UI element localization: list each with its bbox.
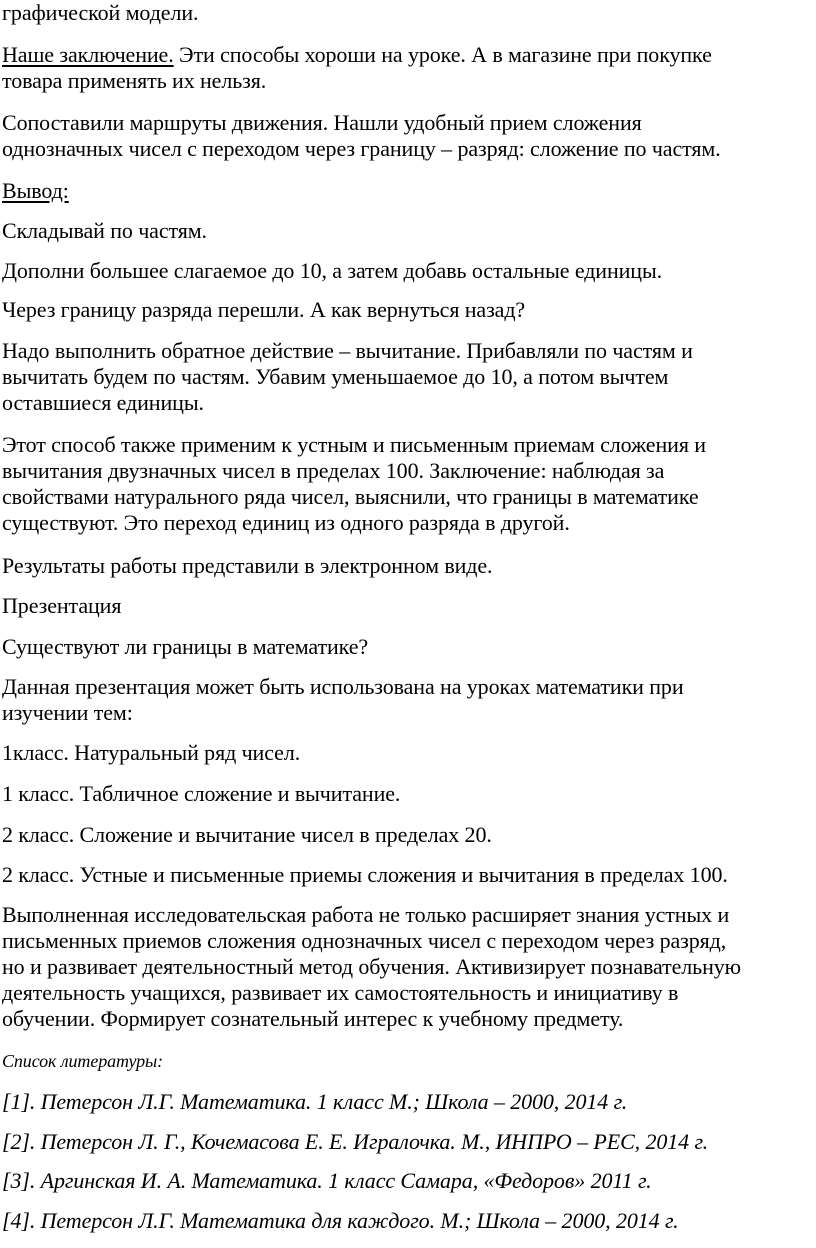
paragraph-method-applies xyxy=(2,432,808,536)
text-segment: Эти способы хороши на уроке. А в магазине при покупке xyxy=(173,42,712,67)
paragraph-presentation-usage xyxy=(2,674,808,726)
text-line: изучении тем: xyxy=(2,700,133,725)
text-line: Презентация xyxy=(2,593,122,618)
text-line: [3]. Аргинская И. А. Математика. 1 класс Самара, «Федоров» 2011 г. xyxy=(2,1168,652,1193)
text-line: однозначных чисел с переходом через границу – разряд: сложение по частям. xyxy=(2,136,721,161)
text-line: свойствами натурального ряда чисел, выяснили, что границы в математике xyxy=(2,484,699,509)
text-line: Данная презентация может быть использована на уроках математики при xyxy=(2,674,684,699)
text-line: Вывод: xyxy=(2,178,69,203)
text-line: товара применять их нельзя. xyxy=(2,68,267,93)
text-line: вычитать будем по частям. Убавим уменьшаемое до 10, а потом вычтем xyxy=(2,364,669,389)
reference-item xyxy=(2,1089,808,1115)
text-line: обучении. Формирует сознательный интерес к учебному предмету. xyxy=(2,1006,624,1031)
text-line: 2 класс. Сложение и вычитание чисел в пределах 20. xyxy=(2,822,492,847)
paragraph-routes xyxy=(2,110,808,162)
reference-item xyxy=(2,1208,808,1234)
paragraph-subtraction xyxy=(2,338,808,416)
text-line: Через границу разряда перешли. А как вернуться назад? xyxy=(2,297,526,322)
text-line: но и развивает деятельностный метод обучения. Активизирует познавательную xyxy=(2,954,742,979)
paragraph-intro-end xyxy=(2,0,808,26)
text-line: Выполненная исследовательская работа не только расширяет знания устных и xyxy=(2,902,730,927)
paragraph-presentation xyxy=(2,593,808,619)
text-line: Надо выполнить обратное действие – вычитание. Прибавляли по частям и xyxy=(2,338,693,363)
paragraph-our-conclusion xyxy=(2,42,808,94)
text-line: [1]. Петерсон Л.Г. Математика. 1 класс М.; Школа – 2000, 2014 г. xyxy=(2,1089,628,1114)
text-line: Сопоставили маршруты движения. Нашли удобный прием сложения xyxy=(2,110,642,135)
reference-item xyxy=(2,1168,808,1194)
paragraph-results xyxy=(2,553,808,579)
references-heading xyxy=(2,1048,808,1074)
text-line: [2]. Петерсон Л. Г., Кочемасова Е. Е. Игралочка. М., ИНПРО – РЕС, 2014 г. xyxy=(2,1129,709,1154)
paragraph-question xyxy=(2,634,808,660)
text-line: вычитания двузначных чисел в пределах 100. Заключение: наблюдая за xyxy=(2,458,665,483)
text-line: деятельность учащихся, развивает их самостоятельность и инициативу в xyxy=(2,980,679,1005)
topic-item-1 xyxy=(2,740,808,766)
topic-item-4 xyxy=(2,862,808,888)
text-line: Этот способ также применим к устным и письменным приемам сложения и xyxy=(2,432,706,457)
text-line: письменных приемов сложения однозначных чисел с переходом через разряд, xyxy=(2,928,727,953)
conclusion-label: Наше заключение. xyxy=(2,42,174,67)
text-line: 1 класс. Табличное сложение и вычитание. xyxy=(2,781,401,806)
text-line: [4]. Петерсон Л.Г. Математика для каждого. М.; Школа – 2000, 2014 г. xyxy=(2,1208,679,1233)
text-line: 1класс. Натуральный ряд чисел. xyxy=(2,740,301,765)
text-line: существуют. Это переход единиц из одного разряда в другой. xyxy=(2,510,570,535)
text-line: Дополни большее слагаемое до 10, а затем добавь остальные единицы. xyxy=(2,258,663,283)
text-line: Список литературы: xyxy=(2,1051,163,1071)
text-line: оставшиеся единицы. xyxy=(2,390,204,415)
reference-item xyxy=(2,1129,808,1155)
conclusion-heading xyxy=(2,178,808,204)
text-line: Складывай по частям. xyxy=(2,218,207,243)
paragraph-add-by-parts xyxy=(2,218,808,244)
paragraph-summary xyxy=(2,902,808,1032)
text-line: Существуют ли границы в математике? xyxy=(2,634,369,659)
paragraph-crossed-border xyxy=(2,297,808,323)
text-line: графической модели. xyxy=(2,0,199,25)
text-line: Результаты работы представили в электронном виде. xyxy=(2,553,493,578)
paragraph-complete-addend xyxy=(2,258,808,284)
text-line: 2 класс. Устные и письменные приемы сложения и вычитания в пределах 100. xyxy=(2,862,728,887)
topic-item-3 xyxy=(2,822,808,848)
topic-item-2 xyxy=(2,781,808,807)
